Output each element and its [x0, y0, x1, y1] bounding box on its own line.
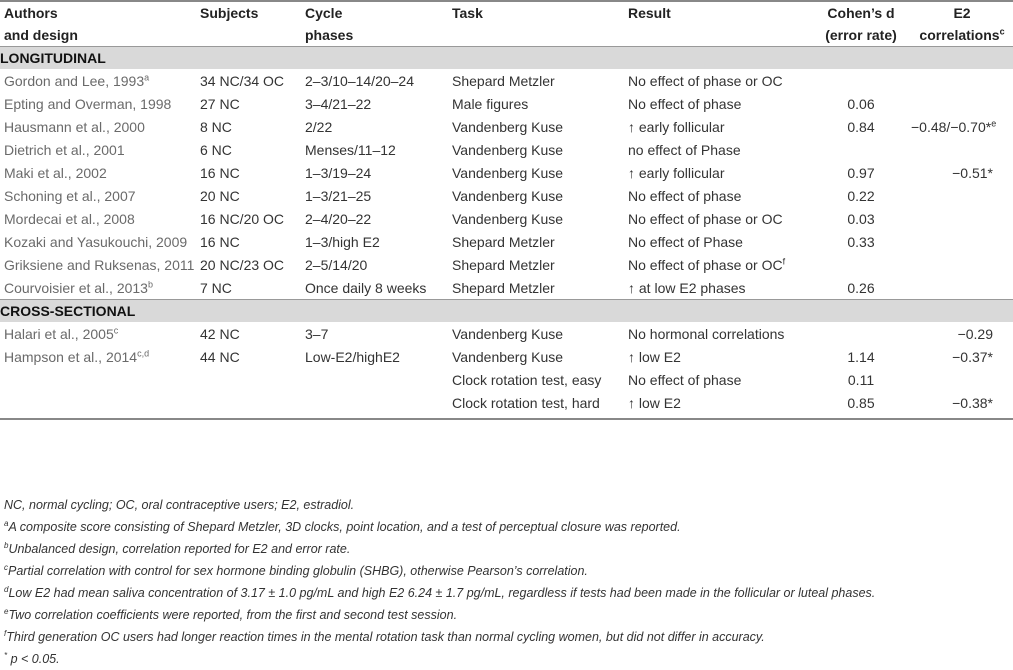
- cell-task: Shepard Metzler: [452, 233, 555, 250]
- cell-cohens-d: [811, 253, 911, 276]
- cell-task: Vandenberg Kuse: [452, 325, 564, 342]
- footnote-e: $^e$Two correlation coefficients were reported, from the first and second test session.: [4, 606, 458, 622]
- cell-result: No effect of phase: [628, 95, 742, 112]
- cell-author: Dietrich et al., 2001: [4, 141, 125, 158]
- table-row: [0, 345, 1013, 368]
- cell-task: Vandenberg Kuse: [452, 164, 564, 181]
- cell-cycle-phases: Once daily 8 weeks: [305, 279, 427, 296]
- cell-e2-correlation: −0.29: [957, 325, 993, 342]
- cell-subjects: [200, 391, 305, 419]
- cell-task: Shepard Metzler: [452, 256, 555, 273]
- cell-e2-correlation: [911, 92, 1013, 115]
- cell-e2-correlation: [911, 368, 1013, 391]
- table-footnotes: [4, 494, 1009, 670]
- table-row: [0, 184, 1013, 207]
- header-row: [0, 1, 1013, 47]
- table-row: [0, 322, 1013, 345]
- cell-cycle-phases: 3–7: [305, 325, 329, 342]
- cell-e2-correlation: [911, 138, 1013, 161]
- cell-result: No effect of phase or $OC^f$: [628, 255, 786, 273]
- footnote-f: $^f$Third generation OC users had longer reaction times in the mental rotation task than normal cycling women, but did not differ in accuracy.: [4, 628, 765, 644]
- cell-author: Halari et al., 2005$^c$: [4, 324, 119, 342]
- cell-subjects: 16 NC/20 OC: [200, 210, 285, 227]
- table-row: [0, 230, 1013, 253]
- cell-result: ↑ early follicular: [628, 164, 725, 181]
- header-authors: Authors and design: [0, 1, 200, 47]
- cell-task: Vandenberg Kuse: [452, 187, 564, 204]
- cell-author: Mordecai et al., 2008: [4, 210, 135, 227]
- cell-cycle-phases: Menses/11–12: [305, 141, 396, 158]
- footnote-abbreviations: NC, normal cycling; OC, oral contraceptive users; E2, estradiol.: [4, 498, 355, 512]
- footnote-b: $^b$Unbalanced design, correlation reported for E2 and error rate.: [4, 540, 351, 556]
- cell-cohens-d: [811, 69, 911, 92]
- table-row: [0, 276, 1013, 300]
- footnote-significance: * p < 0.05.: [4, 650, 60, 666]
- cell-result: No effect of phase: [628, 371, 742, 388]
- cell-cohens-d: 0.85: [811, 391, 911, 419]
- cell-e2-correlation: [911, 184, 1013, 207]
- cell-cohens-d: 1.14: [847, 348, 875, 365]
- cell-author: Kozaki and Yasukouchi, 2009: [4, 233, 188, 250]
- cell-author: [0, 368, 200, 391]
- cell-task: Vandenberg Kuse: [452, 210, 564, 227]
- footnote-c: $^c$Partial correlation with control for sex hormone binding globulin (SHBG), otherwise Pearson’s correlation.: [4, 562, 588, 578]
- cell-cohens-d: [811, 322, 911, 345]
- cell-result: no effect of Phase: [628, 141, 741, 158]
- cell-task: Clock rotation test, easy: [452, 371, 602, 388]
- cell-cycle-phases: Low-E2/highE2: [305, 348, 400, 365]
- cell-author: Gordon and Lee, 1993$^a$: [4, 71, 150, 89]
- cell-subjects: 16 NC: [200, 233, 240, 250]
- cell-result: No effect of phase or OC: [628, 210, 783, 227]
- footnote-a: $^a$A composite score consisting of Shepard Metzler, 3D clocks, point location, and a test of perceptual closure was reported.: [4, 518, 681, 534]
- cell-subjects: 20 NC: [200, 187, 240, 204]
- cell-author: Griksiene and Ruksenas, 2011: [4, 256, 195, 273]
- cell-e2-correlation: −0.48/−0.70*$^e$: [911, 117, 997, 135]
- cell-cohens-d: 0.26: [847, 279, 875, 296]
- cell-subjects: 6 NC: [200, 141, 232, 158]
- cell-cycle-phases: [305, 368, 452, 391]
- cell-cycle-phases: 3–4/21–22: [305, 95, 372, 112]
- cell-cohens-d: 0.06: [847, 95, 875, 112]
- cell-e2-correlation: [911, 230, 1013, 253]
- table-row: [0, 368, 1013, 391]
- cell-cycle-phases: [305, 391, 452, 419]
- table-row: [0, 69, 1013, 92]
- header-e2-correlations: E2 correlations$^c$: [911, 1, 1013, 47]
- cell-task: Vandenberg Kuse: [452, 348, 564, 365]
- cell-cohens-d: 0.33: [847, 233, 875, 250]
- cell-e2-correlation: [911, 276, 1013, 300]
- cell-author: [0, 391, 200, 419]
- cell-result: ↑ low E2: [628, 391, 811, 419]
- cell-cycle-phases: 1–3/19–24: [305, 164, 372, 181]
- cell-subjects: 27 NC: [200, 95, 240, 112]
- cell-author: Hampson et al., 2014$^{c,d}$: [4, 347, 150, 365]
- cell-subjects: 7 NC: [200, 279, 232, 296]
- cell-cohens-d: 0.11: [847, 371, 875, 388]
- table-row: [0, 138, 1013, 161]
- cell-cohens-d: [811, 138, 911, 161]
- cell-e2-correlation: −0.51*: [952, 164, 993, 181]
- cell-result: No effect of Phase: [628, 233, 743, 250]
- cell-result: No effect of phase or OC: [628, 72, 783, 89]
- footnote-d: $^d$Low E2 had mean saliva concentration of 3.17 ± 1.0 pg/mL and high E2 6.24 ± 1.7 pg/mL, regardless if tests had been made in the follicular or luteal phases.: [4, 584, 876, 600]
- cell-subjects: 20 NC/23 OC: [200, 256, 285, 273]
- cell-cycle-phases: 2/22: [305, 118, 333, 135]
- cell-task: Male figures: [452, 95, 529, 112]
- cell-e2-correlation: [911, 69, 1013, 92]
- cell-cohens-d: 0.22: [847, 187, 875, 204]
- cell-author: Maki et al., 2002: [4, 164, 107, 181]
- cell-task: Vandenberg Kuse: [452, 118, 564, 135]
- cell-cycle-phases: 2–3/10–14/20–24: [305, 72, 414, 89]
- cell-cohens-d: 0.84: [847, 118, 875, 135]
- cell-author: Epting and Overman, 1998: [4, 95, 172, 112]
- cell-cycle-phases: 2–4/20–22: [305, 210, 372, 227]
- cell-cycle-phases: 1–3/high E2: [305, 233, 380, 250]
- cell-subjects: 42 NC: [200, 325, 240, 342]
- cell-cohens-d: 0.97: [847, 164, 875, 181]
- cell-cycle-phases: 1–3/21–25: [305, 187, 372, 204]
- cell-subjects: 16 NC: [200, 164, 240, 181]
- cell-e2-correlation: [911, 207, 1013, 230]
- cell-e2-correlation: −0.38*: [911, 391, 1013, 419]
- section-longitudinal: LONGITUDINAL: [0, 47, 1013, 70]
- cell-author: Hausmann et al., 2000: [4, 118, 145, 135]
- table-row: [0, 391, 1013, 419]
- cell-task: Clock rotation test, hard: [452, 391, 628, 419]
- cell-cohens-d: 0.03: [847, 210, 875, 227]
- table-row: [0, 253, 1013, 276]
- cell-result: ↑ early follicular: [628, 118, 725, 135]
- cell-result: No hormonal correlations: [628, 325, 785, 342]
- cell-subjects: 8 NC: [200, 118, 232, 135]
- cell-author: Courvoisier et al., 2013$^b$: [4, 278, 153, 296]
- header-cycle-phases: Cycle phases: [305, 1, 452, 47]
- cell-subjects: 44 NC: [200, 348, 240, 365]
- cell-task: Vandenberg Kuse: [452, 141, 564, 158]
- header-cohens-d: Cohen’s d (error rate): [811, 1, 911, 47]
- cell-cycle-phases: 2–5/14/20: [305, 256, 368, 273]
- cell-e2-correlation: −0.37*: [952, 348, 993, 365]
- cell-subjects: [200, 368, 305, 391]
- table-row: [0, 207, 1013, 230]
- header-result: Result: [628, 1, 811, 47]
- header-task: Task: [452, 1, 628, 47]
- header-subjects: Subjects: [200, 1, 305, 47]
- table-row: [0, 115, 1013, 138]
- cell-e2-correlation: [911, 253, 1013, 276]
- cell-task: Shepard Metzler: [452, 72, 555, 89]
- table-row: [0, 92, 1013, 115]
- cell-author: Schoning et al., 2007: [4, 187, 136, 204]
- table-row: [0, 161, 1013, 184]
- cell-result: No effect of phase: [628, 187, 742, 204]
- cell-result: ↑ low E2: [628, 348, 681, 365]
- cell-subjects: 34 NC/34 OC: [200, 72, 285, 89]
- cell-task: Shepard Metzler: [452, 279, 555, 296]
- section-cross-sectional: CROSS-SECTIONAL: [0, 300, 1013, 323]
- cell-result: ↑ at low E2 phases: [628, 279, 746, 296]
